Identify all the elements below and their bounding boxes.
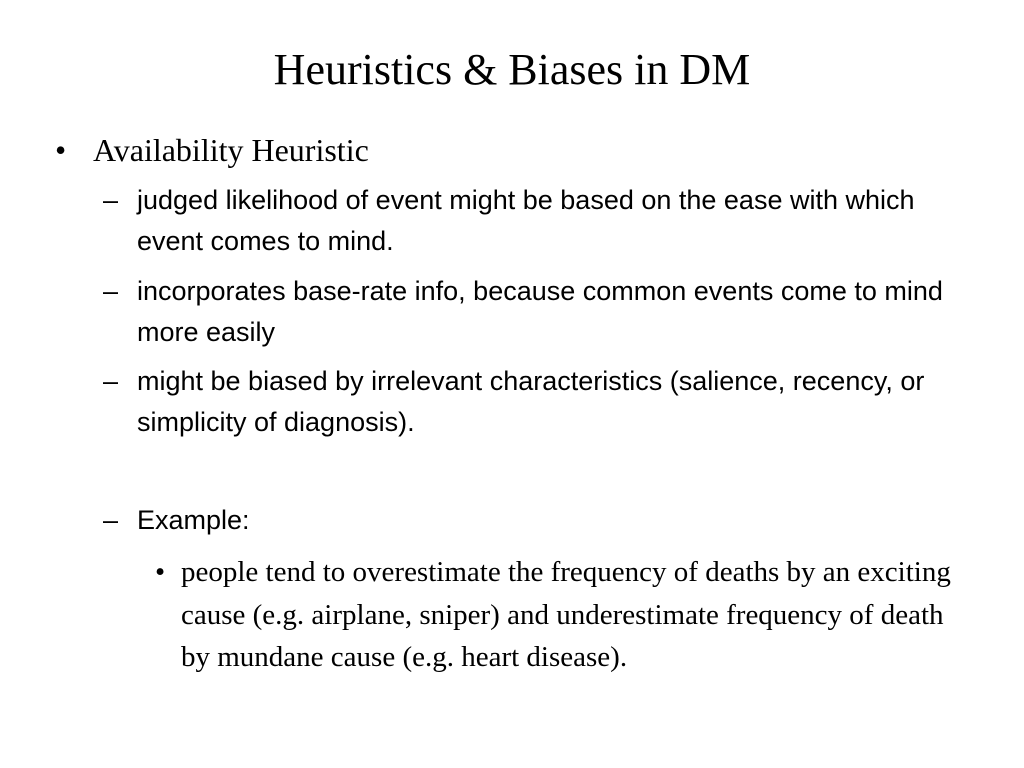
- main-bullet-text: Availability Heuristic: [93, 132, 369, 168]
- bullet-marker: •: [55, 132, 67, 168]
- sub-item-ease: [103, 180, 973, 262]
- sub-item-biased: [103, 361, 973, 443]
- sub-item-text: incorporates base-rate info, because common events come to mind more easily: [137, 276, 943, 347]
- sub-item-text: judged likelihood of event might be based on the ease with which event comes to mind.: [137, 185, 915, 256]
- dash-marker: –: [103, 366, 119, 396]
- bullet-marker: •: [155, 556, 166, 588]
- example-bullet: [155, 551, 975, 679]
- sub-item-example: [103, 500, 973, 541]
- slide-title: Heuristics & Biases in DM: [273, 45, 751, 94]
- sub-item-base-rate: [103, 271, 973, 353]
- sub-item-text: might be biased by irrelevant characteristics (salience, recency, or simplicity of diagnosis).: [137, 366, 925, 437]
- main-bullet: [55, 128, 975, 172]
- dash-marker: –: [103, 276, 119, 306]
- dash-marker: –: [103, 185, 119, 215]
- dash-marker: –: [103, 505, 119, 535]
- sub-item-text: Example:: [137, 505, 250, 535]
- example-bullet-text: people tend to overestimate the frequency of deaths by an exciting cause (e.g. airplane, sniper) and underestimate frequency of death by mundane cause (e.g. heart disease).: [181, 556, 951, 673]
